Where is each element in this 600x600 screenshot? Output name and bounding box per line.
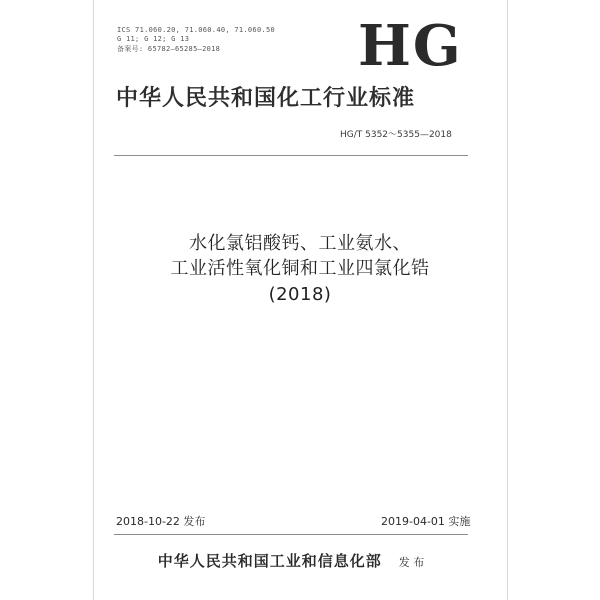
top-divider [114,155,468,156]
issue-label: 发 布 [398,556,425,569]
document-title-line-2: 工业活性氧化铜和工业四氯化锆 [170,258,430,279]
issuer-name: 中华人民共和国工业和信息化部 [157,552,382,570]
effective-date: 2019-04-01 实施 [381,515,471,528]
standard-category-title: 中华人民共和国化工行业标准 [116,86,416,111]
bottom-divider [114,534,468,535]
publish-date: 2018-10-22 发布 [116,515,206,528]
ccs-code: G 11; G 12; G 13 [117,35,190,43]
issuer-row [114,550,468,571]
hg-logo: HG [358,13,463,79]
page-edge-left [93,0,94,600]
standard-code: HG/T 5352～5355—2018 [340,130,452,140]
document-title-year: (2018) [268,284,332,305]
page-edge-right [507,0,508,600]
record-number: 备案号: 65782—65285—2018 [117,45,221,53]
document-title-line-1: 水化氯铝酸钙、工业氨水、 [189,233,411,254]
ics-code: ICS 71.060.20, 71.060.40, 71.060.50 [117,26,276,34]
